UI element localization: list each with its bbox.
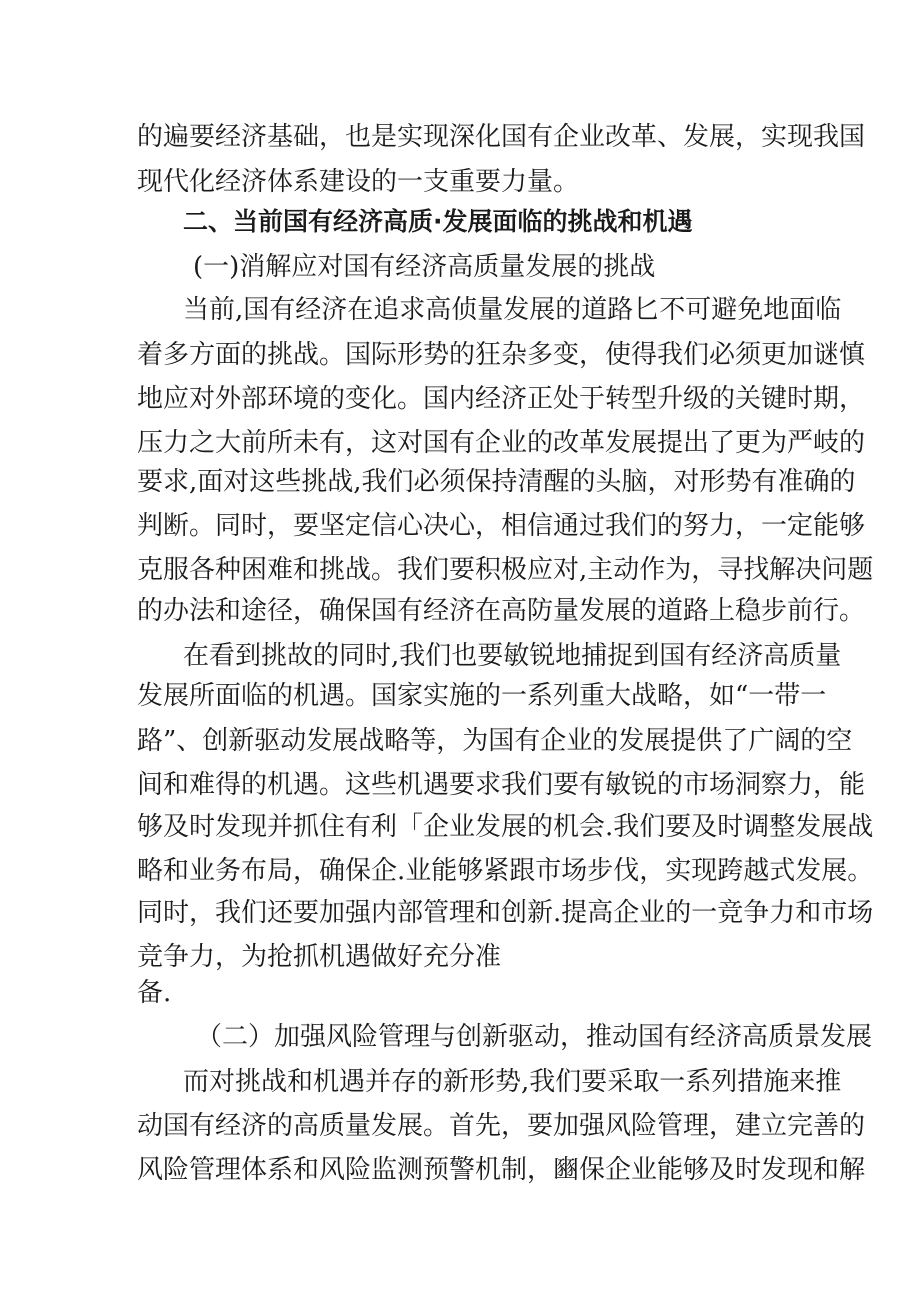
text-line: 动国有经济的高质量发展。首先，要加强风险管理，建立完善的 (137, 1111, 866, 1141)
text-line: 克服各种困难和挑战。我们要积极应对,主动作为，寻找解决问题 (137, 555, 874, 585)
section-heading: 二、当前国有经济高质·发展面临的挑战和机遇 (183, 207, 693, 236)
subsection-heading: （二）加强风险管理与创新驱动，推动国有经济高质景发展 (196, 1022, 873, 1052)
text-line: 而对挑战和机遇并存的新形势,我们要采取一系列措施来推 (183, 1067, 842, 1097)
text-line: 压力之大前所未有，这对国有企业的改革发展提出了更为严岐的 (137, 428, 866, 458)
text-line: 风险管理体系和风险监测预警机制，豳保企业能够及时发现和解 (137, 1155, 866, 1185)
text-line: 着多方面的挑战。国际形势的狂杂多变，使得我们必须更加谜慎 (137, 340, 866, 370)
text-line: 间和难得的机遇。这些机遇要求我们要有敏锐的市场洞察力，能 (137, 770, 866, 800)
subsection-heading: (一)消解应对国有经济高质量发展的挑战 (193, 252, 656, 282)
text-line: 地应对外部环境的变化。国内经济正处于转型升级的关键时期， (137, 384, 866, 414)
text-line: 要求,面对这些挑战,我们必须保持清醒的头脑，对形势有准确的 (137, 467, 856, 497)
text-line: 路”、创新驱动发展战略等，为国有企业的发展提供了广阔的空 (137, 726, 853, 756)
text-line: 当前,国有经济在追求高侦量发展的道路匕不可避免地面临 (183, 295, 842, 325)
text-line: 略和业务布局，确保企.业能够紧跟市场步伐，实现跨越式发展。 (137, 856, 874, 886)
text-line: 在看到挑故的同时,我们也要敏锐地捕捉到国有经济高质量 (183, 641, 842, 671)
text-line: 的遍要经济基础，也是实现深化国有企业改革、发展，实现我国 (137, 122, 866, 152)
text-line: 现代化经济体系建设的一支重要力量。 (137, 167, 580, 197)
text-line: 的办法和途径，确保国有经济在高防量发展的道路上稳步前行。 (137, 596, 866, 626)
text-line: 备. (137, 978, 172, 1008)
text-line: 竞争力，为抢抓机遇做好充分准 (137, 942, 502, 972)
text-line: 够及时发现并抓住有利「企业发展的机会.我们要及时调整发展战 (137, 812, 874, 842)
text-line: 同时，我们还要加强内部管理和创新.提高企业的一竞争力和市场 (137, 898, 874, 928)
text-line: 判断。同时，要坚定信心决心，相信通过我们的努力，一定能够 (137, 511, 866, 541)
text-line: 发展所面临的机遇。国家实施的一系列重大战略，如“一带一 (137, 681, 827, 711)
